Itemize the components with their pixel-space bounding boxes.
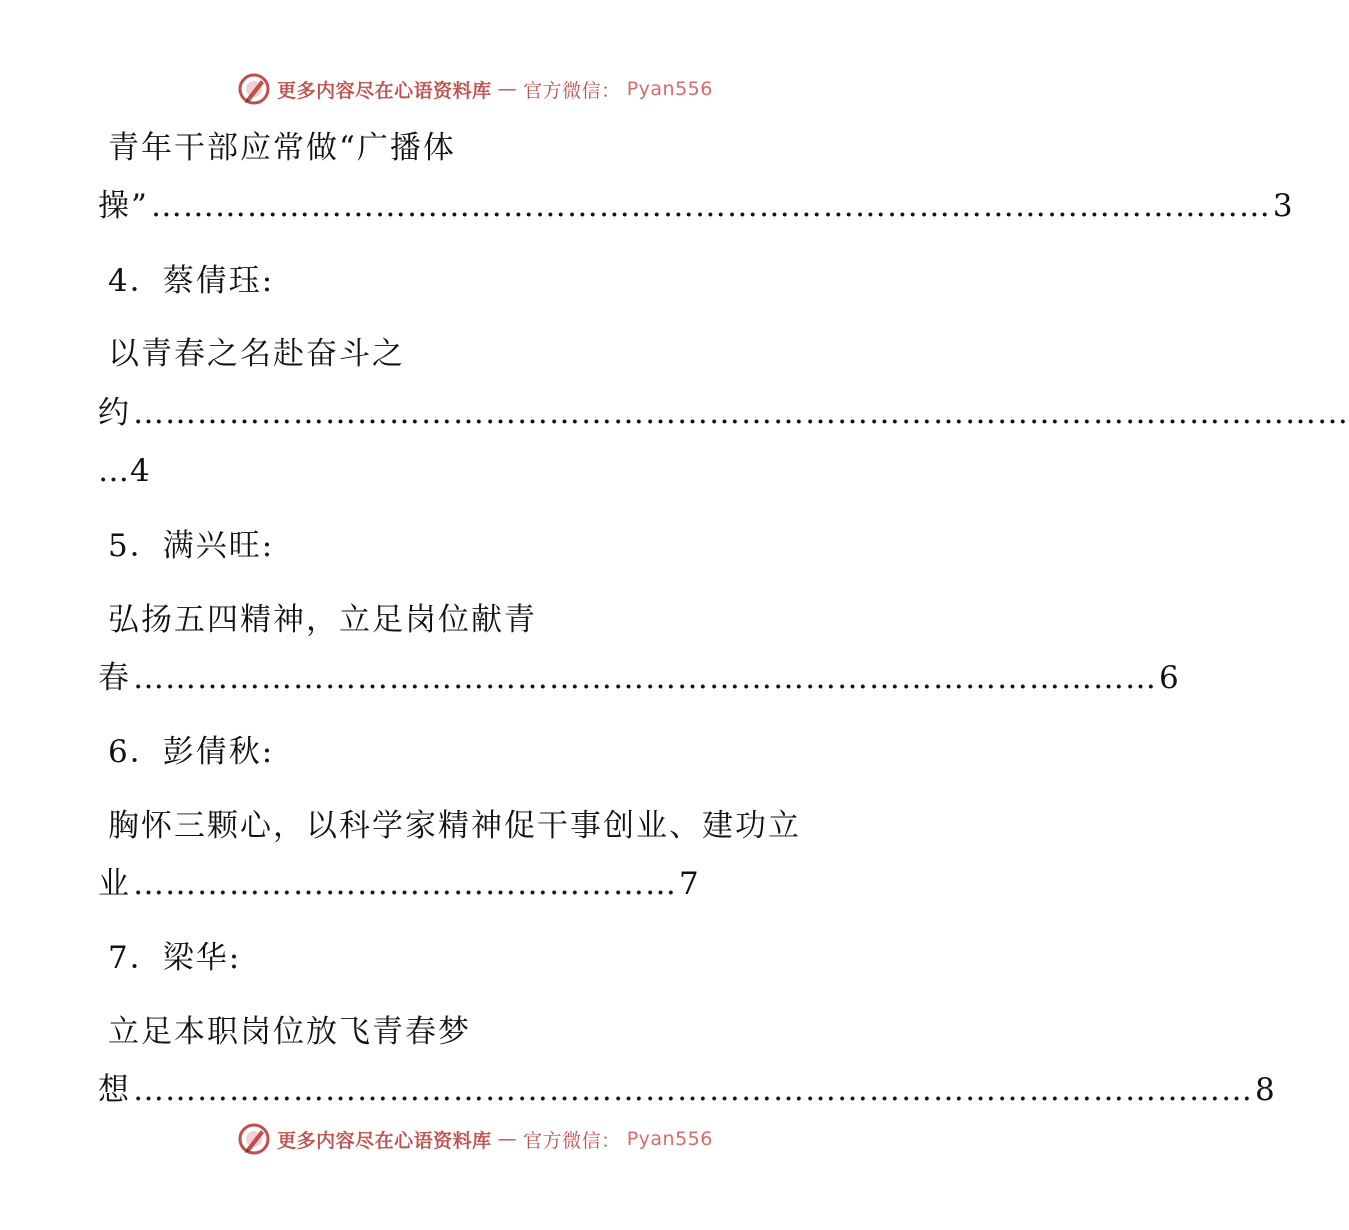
toc-entry-6-title-line2: 业 [98, 866, 131, 902]
toc-entry-7-title-line1: 立足本职岗位放飞青春梦 [108, 1014, 471, 1050]
toc-entry-6-title-line1: 胸怀三颗心，以科学家精神促干事创业、建功立 [108, 808, 801, 844]
toc-dot-leader: …………………………………………………………………………………………… [150, 188, 1271, 224]
toc-entry-5-page-number: 6 [1159, 660, 1179, 696]
toc-entry-5-heading: 5．满兴旺: [108, 528, 275, 564]
toc-dot-leader: …………………………………………………………………………………………… [133, 1072, 1253, 1108]
toc-entry-6-leader-line[interactable] [98, 864, 699, 904]
watermark-dash: — [497, 1128, 518, 1150]
toc-entry-6-heading: 6．彭倩秋: [108, 734, 275, 770]
watermark-wechat-id: Pyan556 [626, 1128, 713, 1150]
toc-entry-4-leader-line[interactable] [98, 393, 1349, 433]
pen-logo-icon [237, 1122, 271, 1156]
toc-entry-5-title-line1: 弘扬五四精神，立足岗位献青 [108, 602, 537, 638]
toc-entry-7-leader-line[interactable] [98, 1070, 1275, 1110]
toc-dot-leader: …………………………………………………………………………………… [133, 660, 1157, 696]
toc-entry-5-leader-line[interactable] [98, 658, 1179, 698]
toc-dot-leader: …………………………………………… [133, 866, 677, 902]
footer-watermark [0, 1122, 950, 1156]
toc-entry-4-page-line[interactable] [98, 451, 852, 491]
toc-entry-4-title-line1: 以青春之名赴奋斗之 [108, 336, 405, 372]
watermark-wechat-id: Pyan556 [626, 78, 713, 100]
toc-dot-leader-overflow: … [98, 453, 130, 489]
toc-entry-3-title-line1: 青年干部应常做“广播体 [108, 130, 456, 166]
toc-entry-4-page-number: 4 [130, 453, 152, 489]
toc-entry-4-title-line2: 约 [98, 395, 131, 431]
watermark-site-text: 更多内容尽在心语资料库 [277, 79, 492, 102]
toc-entry-7-page-number: 8 [1255, 1072, 1275, 1108]
toc-entry-3-title-line2: 操” [98, 188, 149, 224]
toc-dot-leader: …………………………………………………………………………………………………… [133, 395, 1349, 431]
toc-entry-5-title-line2: 春 [98, 660, 131, 696]
watermark-wechat-label: 官方微信： [523, 79, 621, 102]
watermark-wechat-label: 官方微信： [523, 1129, 621, 1152]
toc-entry-3-leader-line[interactable] [98, 186, 1293, 226]
toc-entry-7-title-line2: 想 [98, 1072, 131, 1108]
toc-entry-6-page-number: 7 [679, 866, 699, 902]
toc-entry-7-heading: 7．梁华: [108, 940, 242, 976]
watermark-site-text: 更多内容尽在心语资料库 [277, 1129, 492, 1152]
toc-entry-3-page-number: 3 [1272, 188, 1293, 224]
toc-entry-4-heading: 4．蔡倩珏: [108, 263, 275, 299]
watermark-dash: — [497, 78, 518, 100]
